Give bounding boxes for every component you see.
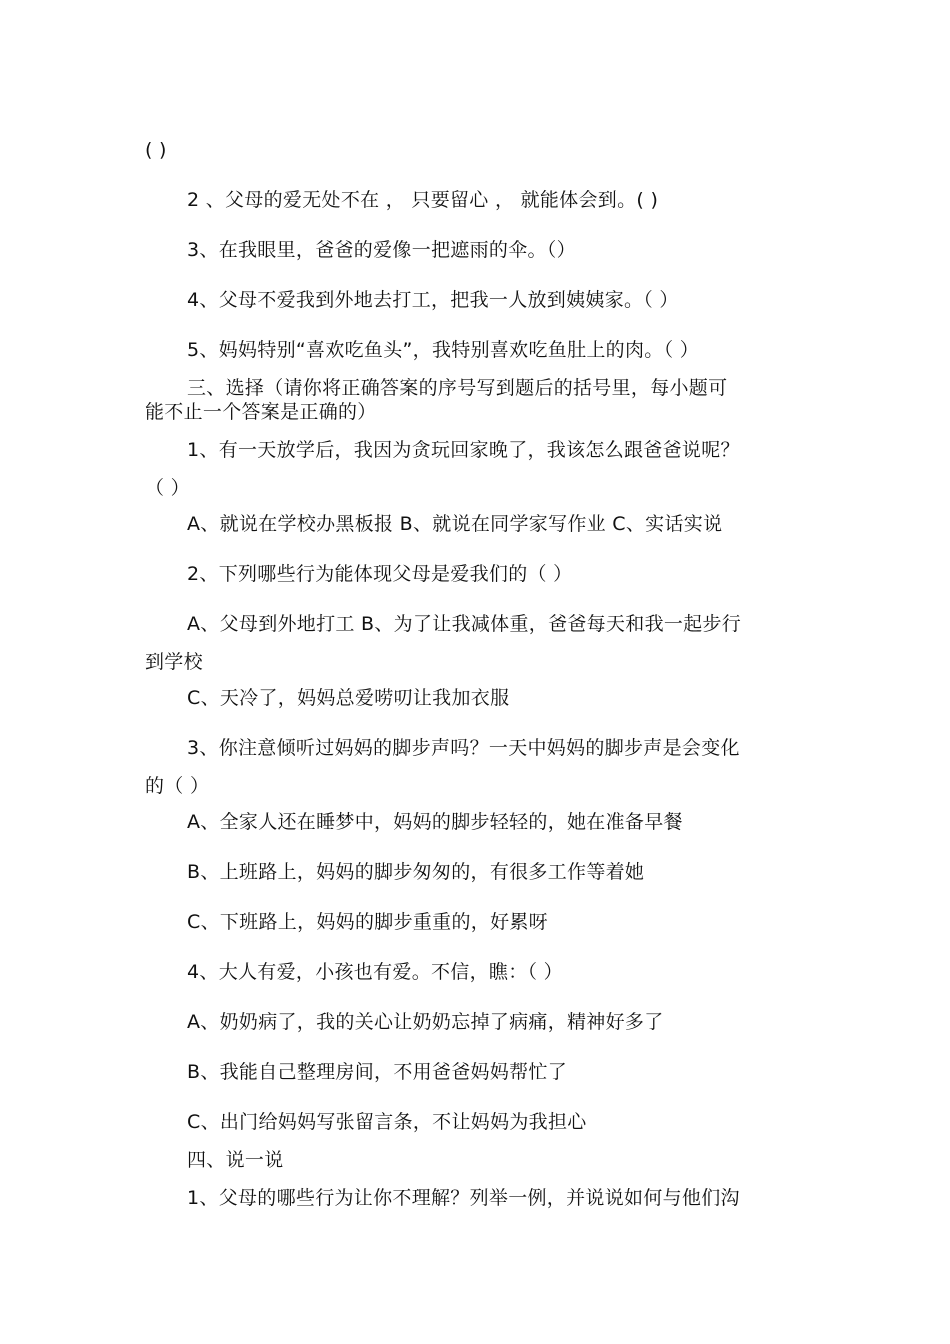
choice-question-3-option-b: B、上班路上，妈妈的脚步匆匆的，有很多工作等着她 bbox=[187, 861, 645, 883]
judge-item-3: 3、在我眼里，爸爸的爱像一把遮雨的伞。（） bbox=[187, 239, 576, 261]
choice-question-1: 1、有一天放学后，我因为贪玩回家晚了，我该怎么跟爸爸说呢？ bbox=[187, 439, 740, 461]
choice-question-3-option-c: C、下班路上，妈妈的脚步重重的，好累呀 bbox=[187, 911, 548, 933]
choice-question-3: 3、你注意倾听过妈妈的脚步声吗？一天中妈妈的脚步声是会变化 bbox=[187, 737, 740, 759]
judge-item-5: 5、妈妈特别“喜欢吃鱼头”，我特别喜欢吃鱼肚上的肉。（ ） bbox=[187, 339, 700, 361]
choice-question-2-option-c: C、天冷了，妈妈总爱唠叨让我加衣服 bbox=[187, 687, 510, 709]
judge-item-2: 2 、父母的爱无处不在 ， 只要留心 ， 就能体会到。( ) bbox=[187, 189, 659, 211]
section-heading-choice-cont: 能不止一个答案是正确的） bbox=[145, 401, 377, 423]
choice-question-2-options: A、父母到外地打工 B、为了让我减体重，爸爸每天和我一起步行 bbox=[187, 613, 742, 635]
choice-question-3-cont: 的（ ） bbox=[145, 775, 210, 797]
choice-question-4-option-c: C、出门给妈妈写张留言条，不让妈妈为我担心 bbox=[187, 1111, 587, 1133]
speak-question-1: 1、父母的哪些行为让你不理解？列举一例，并说说如何与他们沟 bbox=[187, 1187, 740, 1209]
judge-item-4: 4、父母不爱我到外地去打工，把我一人放到姨姨家。（ ） bbox=[187, 289, 679, 311]
choice-question-3-option-a: A、全家人还在睡梦中，妈妈的脚步轻轻的，她在准备早餐 bbox=[187, 811, 683, 833]
section-heading-choice: 三、选择（请你将正确答案的序号写到题后的括号里，每小题可 bbox=[187, 377, 728, 399]
choice-question-4-option-b: B、我能自己整理房间，不用爸爸妈妈帮忙了 bbox=[187, 1061, 568, 1083]
choice-question-1-options: A、就说在学校办黑板报 B、就说在同学家写作业 C、实话实说 bbox=[187, 513, 723, 535]
choice-question-2-options-cont: 到学校 bbox=[145, 651, 203, 673]
choice-question-2: 2、下列哪些行为能体现父母是爱我们的（ ） bbox=[187, 563, 573, 585]
answer-bracket-line: ( ) bbox=[145, 139, 167, 161]
choice-question-1-bracket: （ ） bbox=[145, 477, 190, 499]
section-heading-speak: 四、说一说 bbox=[187, 1149, 284, 1171]
choice-question-4: 4、大人有爱，小孩也有爱。不信，瞧：（ ） bbox=[187, 961, 563, 983]
choice-question-4-option-a: A、奶奶病了，我的关心让奶奶忘掉了病痛，精神好多了 bbox=[187, 1011, 664, 1033]
